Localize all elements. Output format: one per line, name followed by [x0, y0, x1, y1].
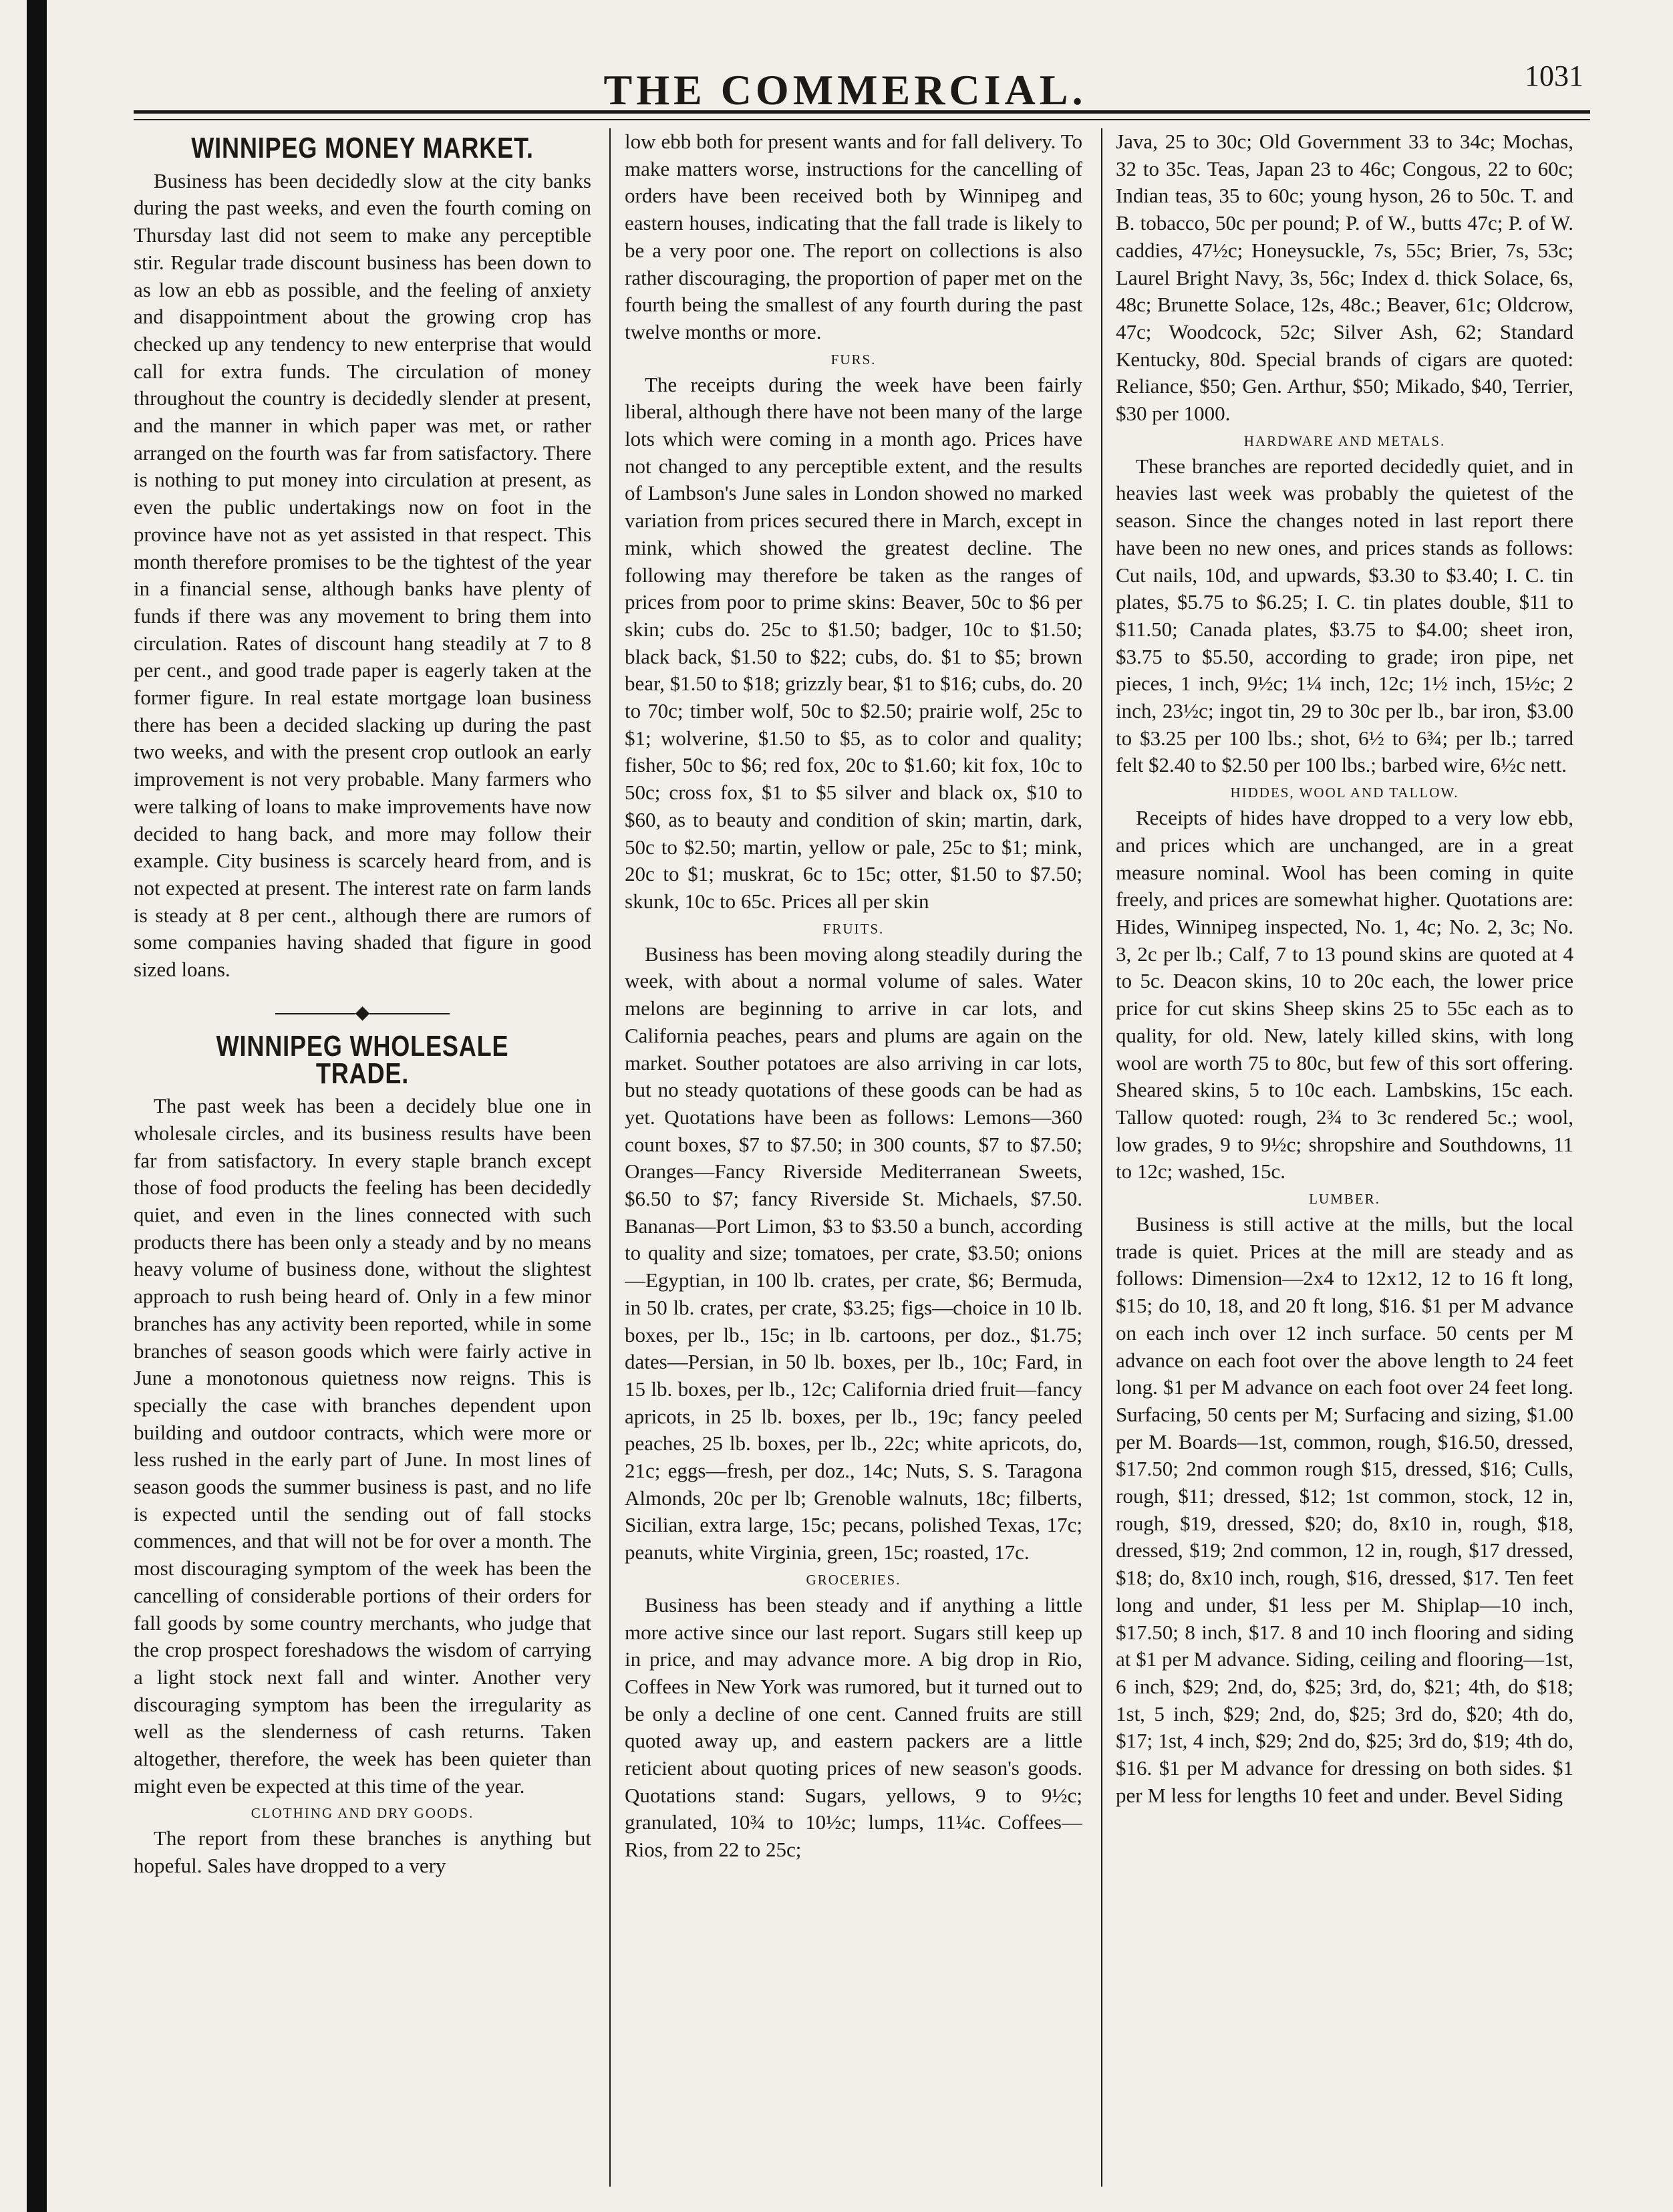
binding-edge — [27, 0, 47, 2212]
groceries-heading: GROCERIES. — [806, 1571, 901, 1588]
wholesale-trade-body: The past week has been a decidely blue one in wholesale circles, and its business results have been far from satisfactory. In every staple branch except those of food products the feeling has been decidedly quiet, and even in the lines connected with such products there has been only a steady and by no means heavy volume of business done, without the slightest approach to rush being heard of. Only in a few minor branches has any activity been reported, while in some branches of season goods which were fairly active in June a monotonous quietness now reigns. This is specially the case with branches dependent upon building and outdoor contracts, which were more or less rushed in the early part of June. In most lines of season goods the summer business is past, and no life is expected until the sending out of fall stocks commences, and that will not be for over a month. The most discouraging symptom of the week has been the cancelling of considerable portions of their orders for fall goods by some country merchants, who judge that the crop prospect foreshadows the wisdom of carrying a light stock next fall and winter. Another very discouraging symptom has been the irregularity as well as the slenderness of cash returns. Taken altogether, therefore, the week has been quieter than might even be expected at this time of the year. — [134, 1094, 591, 1798]
clothing-heading: CLOTHING AND DRY GOODS. — [251, 1805, 474, 1822]
column-1 — [134, 128, 591, 2187]
page-number: 1031 — [1525, 59, 1583, 92]
lumber-heading: LUMBER. — [1309, 1191, 1380, 1208]
furs-heading: FURS. — [830, 351, 877, 368]
column-divider — [1101, 128, 1102, 2187]
column-3 — [1116, 128, 1573, 2187]
newspaper-title: THE COMMERCIAL. — [603, 66, 1087, 114]
clothing-body-start: The report from these branches is anything but hopeful. Sales have dropped to a very — [134, 1826, 591, 1878]
lumber-body: Business is still active at the mills, but the local trade is quiet. Prices at the mill are steady and as follows: Dimension—2x4 to 12x12, 12 to 16 ft long, $15; do 10, 18, and 20 ft long, $16. $1 per M advance on each inch over 12 inch surface. 50 cents per M advance on each foot over the above length to 24 feet long. $1 per M advance on each foot over 24 feet long. Surfacing, 50 cents per M; Surfacing and sizing, $1.00 per M. Boards—1st, common, rough, $16.50, dressed, $17.50; 2nd common rough $15, dressed, $16; Culls, rough, $11; dressed, $12; 1st common, stock, 12 in, rough, $19, dressed, $20; do, 8x10 in, rough, $18, dressed, $19; 2nd common, 12 in, rough, $17 dressed, $18; do, 8x10 inch, rough, $16, dressed, $17. Ten feet long and under, $1 less per M. Shiplap—10 inch, $17.50; 8 inch, $17. 8 and 10 inch flooring and siding at $1 per M advance. Siding, ceiling and flooring—1st, 6 inch, $29; 2nd, do, $25; 3rd, do, $21; 4th, do $18; 1st, 5 inch, $29; 2nd, do, $25; 3rd do, $20; 4th do, $17; 1st, 4 inch, $29; 2nd do, $25; 3rd do, $19; 4th do, $16. $1 per M advance for dressing on both sides. $1 per M less for lengths 10 feet and under. Bevel Siding — [1116, 1212, 1573, 1807]
masthead-rule-thin — [134, 119, 1590, 120]
column-divider — [609, 128, 611, 2187]
hardware-heading: HARDWARE AND METALS. — [1243, 432, 1446, 449]
hardware-body: These branches are reported decidedly quiet, and in heavies last week was probably the quietest of the season. Since the changes noted in last report there have been no new ones, and prices stands as follows: Cut nails, 10d, and upwards, $3.30 to $3.40; I. C. tin plates, $5.75 to $6.25; I. C. tin plates double, $11 to $11.50; Canada plates, $3.75 to $4.00; sheet iron, $3.75 to $5.50, according to grade; iron pipe, net pieces, 1 inch, 9½c; 1¼ inch, 12c; 1½ inch, 15½c; 2 inch, 23½c; ingot tin, 29 to 30c per lb., bar iron, $3.00 to $3.25 per 100 lbs.; shot, 6½ to 6¾; per lb.; tarred felt $2.40 to $2.50 per 100 lbs.; barbed wire, 6½c nett. — [1116, 454, 1573, 777]
fruits-body: Business has been moving along steadily during the week, with about a normal volume of sales. Water melons are beginning to arrive in car lots, and California peaches, pears and plums are again on the market. Souther potatoes are also arriving in car lots, but no steady quotations of these goods can be had as yet. Quotations have been as follows: Lemons—360 count boxes, $7 to $7.50; in 300 counts, $7 to $7.50; Oranges—Fancy Riverside Mediterranean Sweets, $6.50 to $7; fancy Riverside St. Michaels, $7.50. Bananas—Port Limon, $3 to $3.50 a bunch, according to quality and size; tomatoes, per crate, $3.50; onions—Egyptian, in 100 lb. crates, per crate, $6; Bermuda, in 50 lb. crates, per crate, $3.25; figs—choice in 10 lb. boxes, per lb., 15c; in lb. cartoons, per doz., $1.75; dates—Persian, in 50 lb. boxes, per lb., 10c; Fard, in 15 lb. boxes, per lb., 12c; California dried fruit—fancy apricots, in 25 lb. boxes, per lb., 19c; fancy peeled peaches, 25 lb. boxes, per lb., 22c; white apricots, do, 21c; eggs—fresh, per doz., 14c; Nuts, S. S. Taragona Almonds, 20c per lb; Grenoble walnuts, 18c; filberts, Sicilian, extra large, 15c; pecans, polished Texas, 17c; peanuts, white Virginia, green, 15c; roasted, 17c. — [625, 942, 1082, 1564]
money-market-headline: WINNIPEG MONEY MARKET. — [191, 132, 534, 164]
column-2 — [625, 128, 1082, 2187]
masthead-rule-thick — [134, 110, 1590, 114]
groceries-body-continued: Java, 25 to 30c; Old Government 33 to 34c; Mochas, 32 to 35c. Teas, Japan 23 to 46c; Congous, 22 to 60c; Indian teas, 35 to 60c; young hyson, 26 to 50c. T. and B. tobacco, 50c per pound; P. of W., butts 47c; P. of W. caddies, 47½c; Honeysuckle, 7s, 55c; Brier, 7s, 53c; Laurel Bright Navy, 3s, 56c; Index d. thick Solace, 6s, 48c; Brunette Solace, 12s, 48c.; Beaver, 61c; Oldcrow, 47c; Woodcock, 52c; Silver Ash, 62; Standard Kentucky, 80d. Special brands of cigars are quoted: Reliance, $50; Gen. Arthur, $50; Mikado, $40, Terrier, $30 per 1000. — [1116, 130, 1573, 426]
clothing-body-continued: low ebb both for present wants and for fall delivery. To make matters worse, instructions for the cancelling of orders have been received both by Winnipeg and eastern houses, indicating that the fall trade is likely to be a very poor one. The report on collections is also rather discouraging, the proportion of paper met on the fourth being the smallest of any fourth during the past twelve months or more. — [625, 130, 1082, 343]
section-ornament: ◆ — [134, 1004, 591, 1022]
money-market-body: Business has been decidedly slow at the city banks during the past weeks, and even the fourth coming on Thursday last did not seem to make any perceptible stir. Regular trade discount business has been down to as low an ebb as possible, and the feeling of anxiety and disappointment about the growing crop has checked up any tendency to new enterprise that would call for extra funds. The circulation of money throughout the country is decidedly slender at present, and the manner in which paper was met, or rather arranged on the fourth was far from satisfactory. There is nothing to put money into circulation at present, as even the public undertakings now on foot in the province have not as yet assisted in that respect. This month therefore promises to be the tightest of the year in a financial sense, although banks have plenty of funds if there was any movement to bring them into circulation. Rates of discount hang steadily at 7 to 8 per cent., and good trade paper is eagerly taken at the former figure. In real estate mortgage loan business there has been a decided slacking up during the past two weeks, and with the present crop outlook an early improvement is not very probable. Many farmers who were talking of loans to make improvements have now decided to hang back, and more may follow their example. City business is scarcely heard from, and is not expected at present. The interest rate on farm lands is steady at 8 per cent., although there are rumors of some companies having shaded that figure in good sized loans. — [134, 168, 591, 982]
hides-body: Receipts of hides have dropped to a very low ebb, and prices which are unchanged, are in a great measure nominal. Wool has been coming in quite freely, and prices are somewhat higher. Quotations are: Hides, Winnipeg inspected, No. 1, 4c; No. 2, 3c; No. 3, 2c per lb.; Calf, 7 to 13 pound skins are quoted at 4 to 5c. Deacon skins, 10 to 20c each, the lower price price for cut skins Sheep skins 25 to 55c each as to quality, for old. New, lately killed skins, with long wool are worth 75 to 80c, but few of this sort offering. Sheared skins, 5 to 10c each. Lambskins, 15c each. Tallow quoted: rough, 2¾ to 3c rendered 5c.; wool, low grades, 9 to 9½c; shropshire and Southdowns, 11 to 12c; washed, 15c. — [1116, 806, 1573, 1184]
fruits-heading: FRUITS. — [822, 920, 885, 937]
wholesale-trade-headline: WINNIPEG WHOLESALE TRADE. — [216, 1029, 509, 1090]
hides-heading: HIDDES, WOOL AND TALLOW. — [1230, 785, 1459, 801]
groceries-body-start: Business has been steady and if anything a little more active since our last report. Sugars still keep up in price, and may advance more. A big drop in Rio, Coffees in New York was rumored, but it turned out to be only a decline of one cent. Canned fruits are still quoted away up, and eastern packers are a little reticient about quoting prices of new season's goods. Quotations stand: Sugars, yellows, 9 to 9½c; granulated, 10¾ to 10½c; lumps, 11¼c. Coffees—Rios, from 22 to 25c; — [625, 1593, 1082, 1862]
furs-body: The receipts during the week have been fairly liberal, although there have not been many of the large lots which were coming in a month ago. Prices have not changed to any perceptible extent, and the results of Lambson's June sales in London showed no marked variation from prices secured there in March, except in mink, which showed the greatest decline. The following may therefore be taken as the ranges of prices from poor to prime skins: Beaver, 50c to $6 per skin; cubs do. 25c to $1.50; badger, 10c to $1.50; black back, $1.50 to $22; cubs, do. $1 to $5; brown bear, $1.50 to $18; grizzly bear, $1 to $16; cubs, do. 20 to 70c; timber wolf, 50c to $2.50; prairie wolf, 25c to $1; wolverine, $1.50 to $5, as to color and quality; fisher, 50c to $6; red fox, 20c to $1.60; kit fox, 10c to 50c; cross fox, $1 to $5 silver and black ox, $10 to $60, as to beauty and condition of skin; martin, dark, 50c to $2.50; martin, yellow or pale, 25c to $1; mink, 20c to $1; muskrat, 6c to 15c; otter, $1.50 to $7.50; skunk, 10c to 65c. Prices all per skin — [625, 372, 1082, 913]
